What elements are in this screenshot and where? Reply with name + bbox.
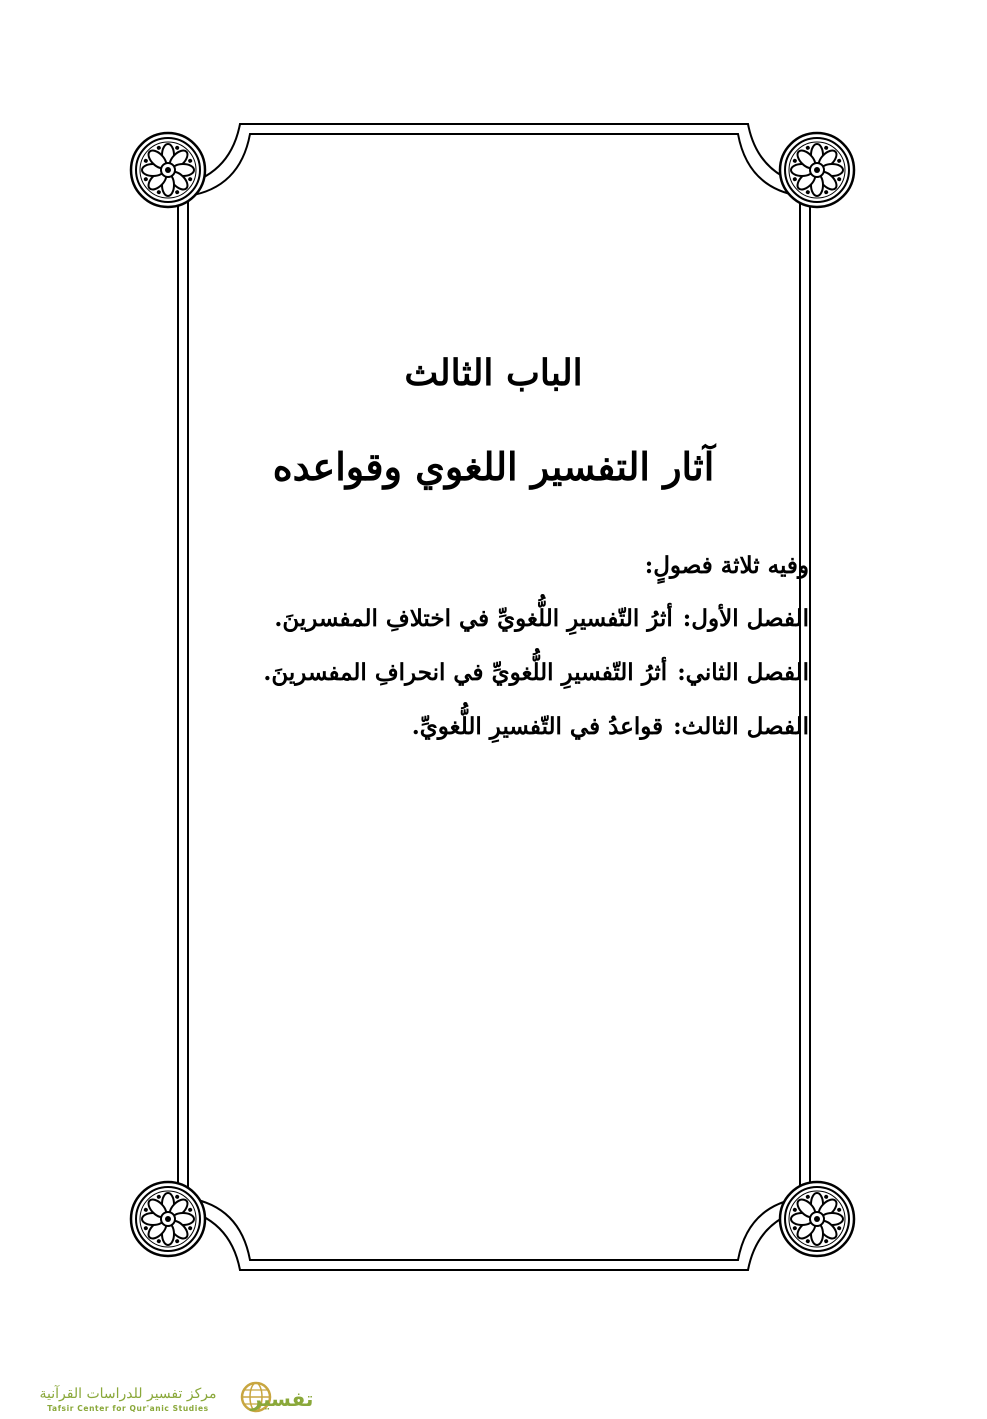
part-subtitle: آثار التفسير اللغوي وقواعده [272,444,715,489]
chapter-title: قواعدُ في التّفسيرِ اللُّغويِّ. [411,713,664,740]
logo-english-name: Tafsir Center for Qur'anic Studies [47,1404,209,1413]
chapter-item [263,712,809,742]
rosette-icon [780,133,854,207]
part-title: الباب الثالث [404,352,583,394]
logo-word: تفسير [250,1387,314,1411]
chapter-title: أثرُ التّفسيرِ اللُّغويِّ في اختلافِ المفسرينَ. [274,605,673,632]
rosette-icon [131,133,205,207]
rosette-icon [780,1182,854,1256]
chapter-title: أثرُ التّفسيرِ اللُّغويِّ في انحرافِ المفسرينَ. [263,659,668,686]
chapter-label: الفصل الأول: [682,605,809,632]
chapter-item [263,658,809,688]
tafsir-center-logo [18,1382,314,1414]
logo-arabic-name: مركز تفسير للدراسات القرآنية [39,1386,217,1402]
rosette-icon [131,1182,205,1256]
chapters-intro: وفيه ثلاثة فصولٍ: [644,552,809,579]
chapter-item [263,604,809,634]
chapter-label: الفصل الثاني: [677,659,809,686]
chapter-list [263,604,809,766]
chapter-label: الفصل الثالث: [673,713,809,740]
